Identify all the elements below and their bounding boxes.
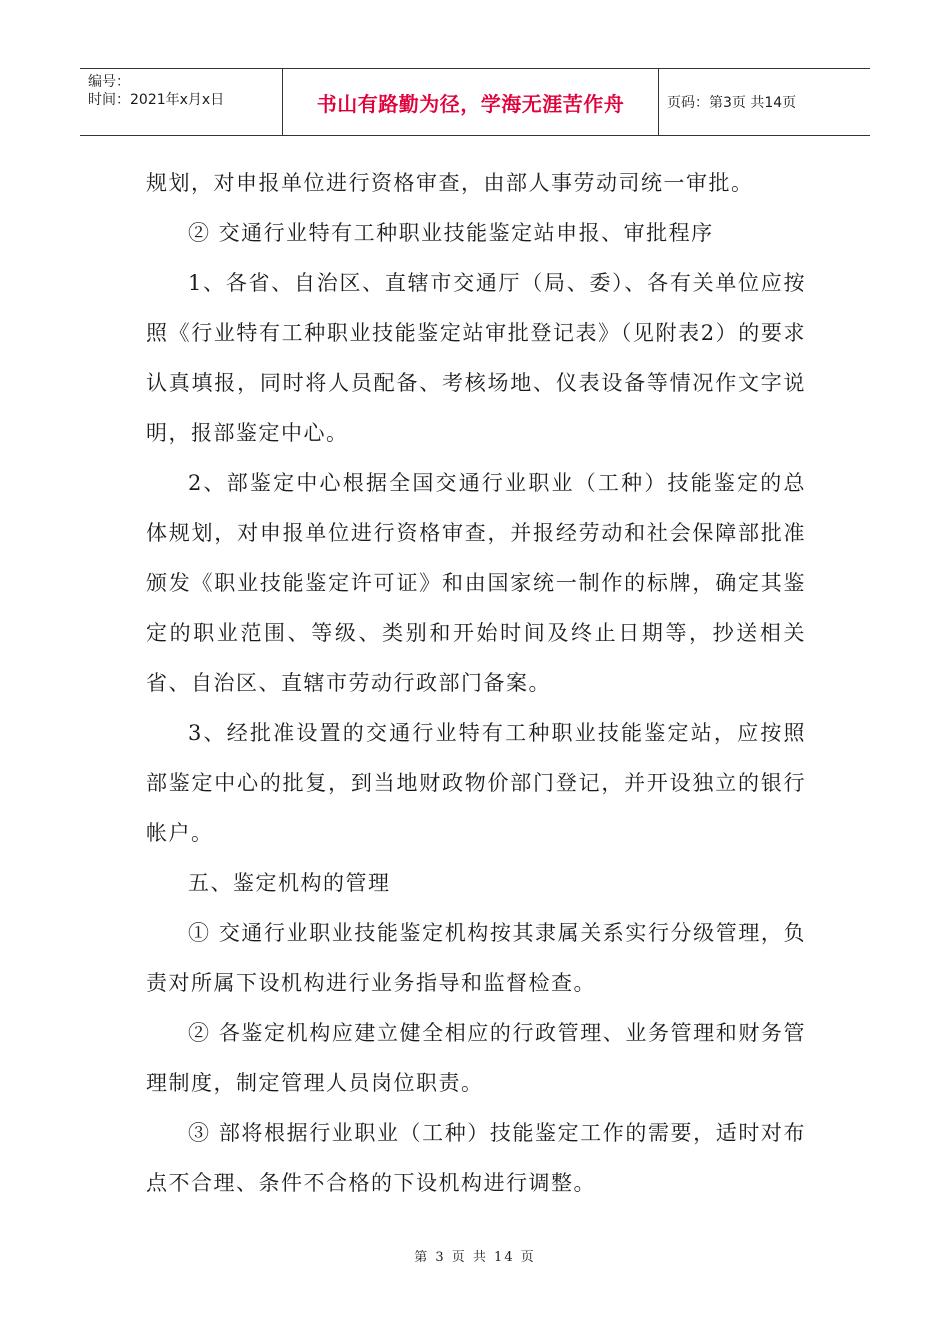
paragraph: 3、经批准设置的交通行业特有工种职业技能鉴定站，应按照部鉴定中心的批复，到当地财政物价部门登记，并开设独立的银行帐户。 (146, 721, 806, 845)
paragraph: 2、部鉴定中心根据全国交通行业职业（工种）技能鉴定的总体规划，对申报单位进行资格审查，并报经劳动和社会保障部批准颁发《职业技能鉴定许可证》和由国家统一制作的标牌，确定其鉴定的职业范围、等级、类别和开始时间及终止日期等，抄送相关省、自治区、直辖市劳动行政部门备案。 (146, 471, 806, 695)
header-meta (80, 69, 283, 135)
section-heading: 五、鉴定机构的管理 (188, 871, 391, 895)
document-number-label: 编号： (88, 74, 130, 90)
paragraph: ② 各鉴定机构应建立健全相应的行政管理、业务管理和财务管理制度，制定管理人员岗位职责。 (146, 1021, 806, 1095)
document-header (80, 68, 870, 136)
paragraph: ① 交通行业职业技能鉴定机构按其隶属关系实行分级管理，负责对所属下设机构进行业务指导和监督检查。 (146, 921, 806, 995)
header-page-code: 页码：第3页 共14页 (667, 95, 797, 111)
header-motto: 书山有路勤为径，学海无涯苦作舟 (283, 69, 659, 135)
paragraph: 规划，对申报单位进行资格审查，由部人事劳动司统一审批。 (146, 171, 754, 195)
document-body (146, 158, 806, 1208)
page-footer: 第 3 页 共 14 页 (414, 1250, 536, 1265)
paragraph: ③ 部将根据行业职业（工种）技能鉴定工作的需要，适时对布点不合理、条件不合格的下设机构进行调整。 (146, 1121, 806, 1195)
document-time: 时间：2021年x月x日 (88, 92, 225, 108)
paragraph: 1、各省、自治区、直辖市交通厅（局、委）、各有关单位应按照《行业特有工种职业技能鉴定站审批登记表》（见附表2）的要求认真填报，同时将人员配备、考核场地、仪表设备等情况作文字说明，报部鉴定中心。 (146, 271, 806, 445)
paragraph: ② 交通行业特有工种职业技能鉴定站申报、审批程序 (188, 221, 714, 245)
